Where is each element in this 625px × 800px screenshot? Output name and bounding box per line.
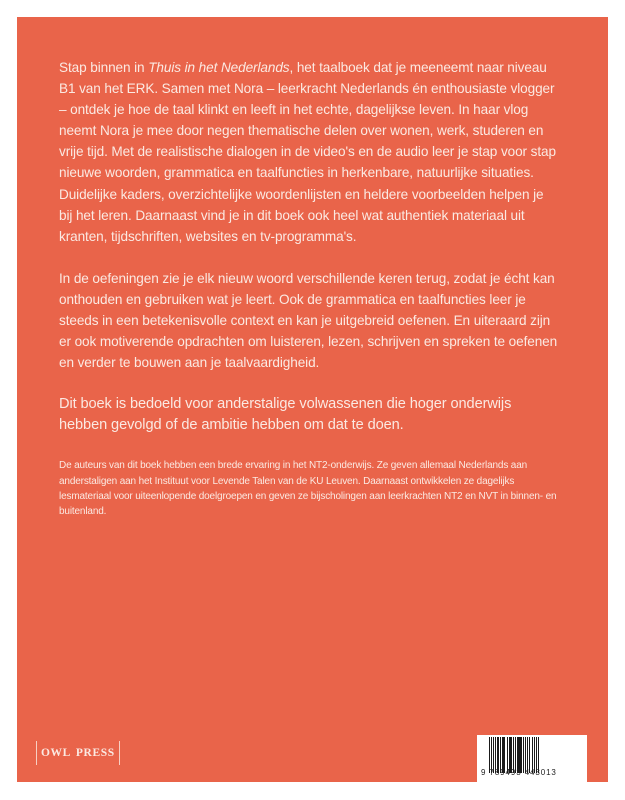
blurb-paragraph-exercises: In de oefeningen zie je elk nieuw woord verschillende keren terug, zodat je écht kan onthouden en gebruiken wat je leert. Ook de grammatica en taalfuncties leer je steeds in een betekenisvolle context en kan je uitgebreid oefenen. En uiteraard zijn er ook motiverende opdrachten om luisteren, lezen, schrijven en spreken te oefenen en verder te bouwen aan je taalvaardigheid. (59, 270, 558, 371)
publisher-name-word1: OWL (41, 747, 71, 759)
book-back-cover (17, 17, 608, 782)
isbn-number: 9 789493 443013 (481, 768, 557, 777)
intro-rest: , het taalboek dat je meeneemt naar niveau B1 van het ERK. Samen met Nora – leerkracht Nederlands én enthousiaste vlogger – ontdek je hoe de taal klinkt en leeft in het echte, dagelijkse leven. In haar vlog neemt Nora je mee door negen thematische delen over wonen, werk, studeren en vrije tijd. Met de realistische dialogen in de video's en de audio leer je stap voor stap nieuwe woorden, grammatica en taalfuncties in herkenbare, natuurlijke situaties. Duidelijke kaders, overzichtelijke woordenlijsten en heldere voorbeelden helpen je bij het leren. Daarnaast vind je in dit boek ook heel wat authentiek materiaal uit kranten, tijdschriften, websites en tv-programma's. (59, 60, 556, 244)
blurb-paragraph-intro (59, 57, 559, 247)
target-audience-statement: Dit boek is bedoeld voor anderstalige volwassenen die hoger onderwijs hebben gevolgd of de ambitie hebben om dat te doen. (59, 396, 512, 434)
publisher-name-word2: PRESS (75, 747, 115, 759)
blurb-text (59, 57, 559, 541)
intro-prefix: Stap binnen in (59, 60, 149, 75)
authors-note: De auteurs van dit boek hebben een brede ervaring in het NT2-onderwijs. Ze geven allemaal Nederlands aan anderstaligen aan het Instituut voor Levende Talen van de KU Leuven. Daarnaast ontwikkelen ze dagelijks lesmateriaal voor uiteenlopende doelgroepen en geven ze bijscholingen aan leerkrachten NT2 en NVT in binnen- en buitenland. (59, 460, 557, 518)
publisher-logo (36, 741, 120, 765)
isbn-barcode (477, 735, 587, 782)
book-title: Thuis in het Nederlands (148, 60, 290, 75)
